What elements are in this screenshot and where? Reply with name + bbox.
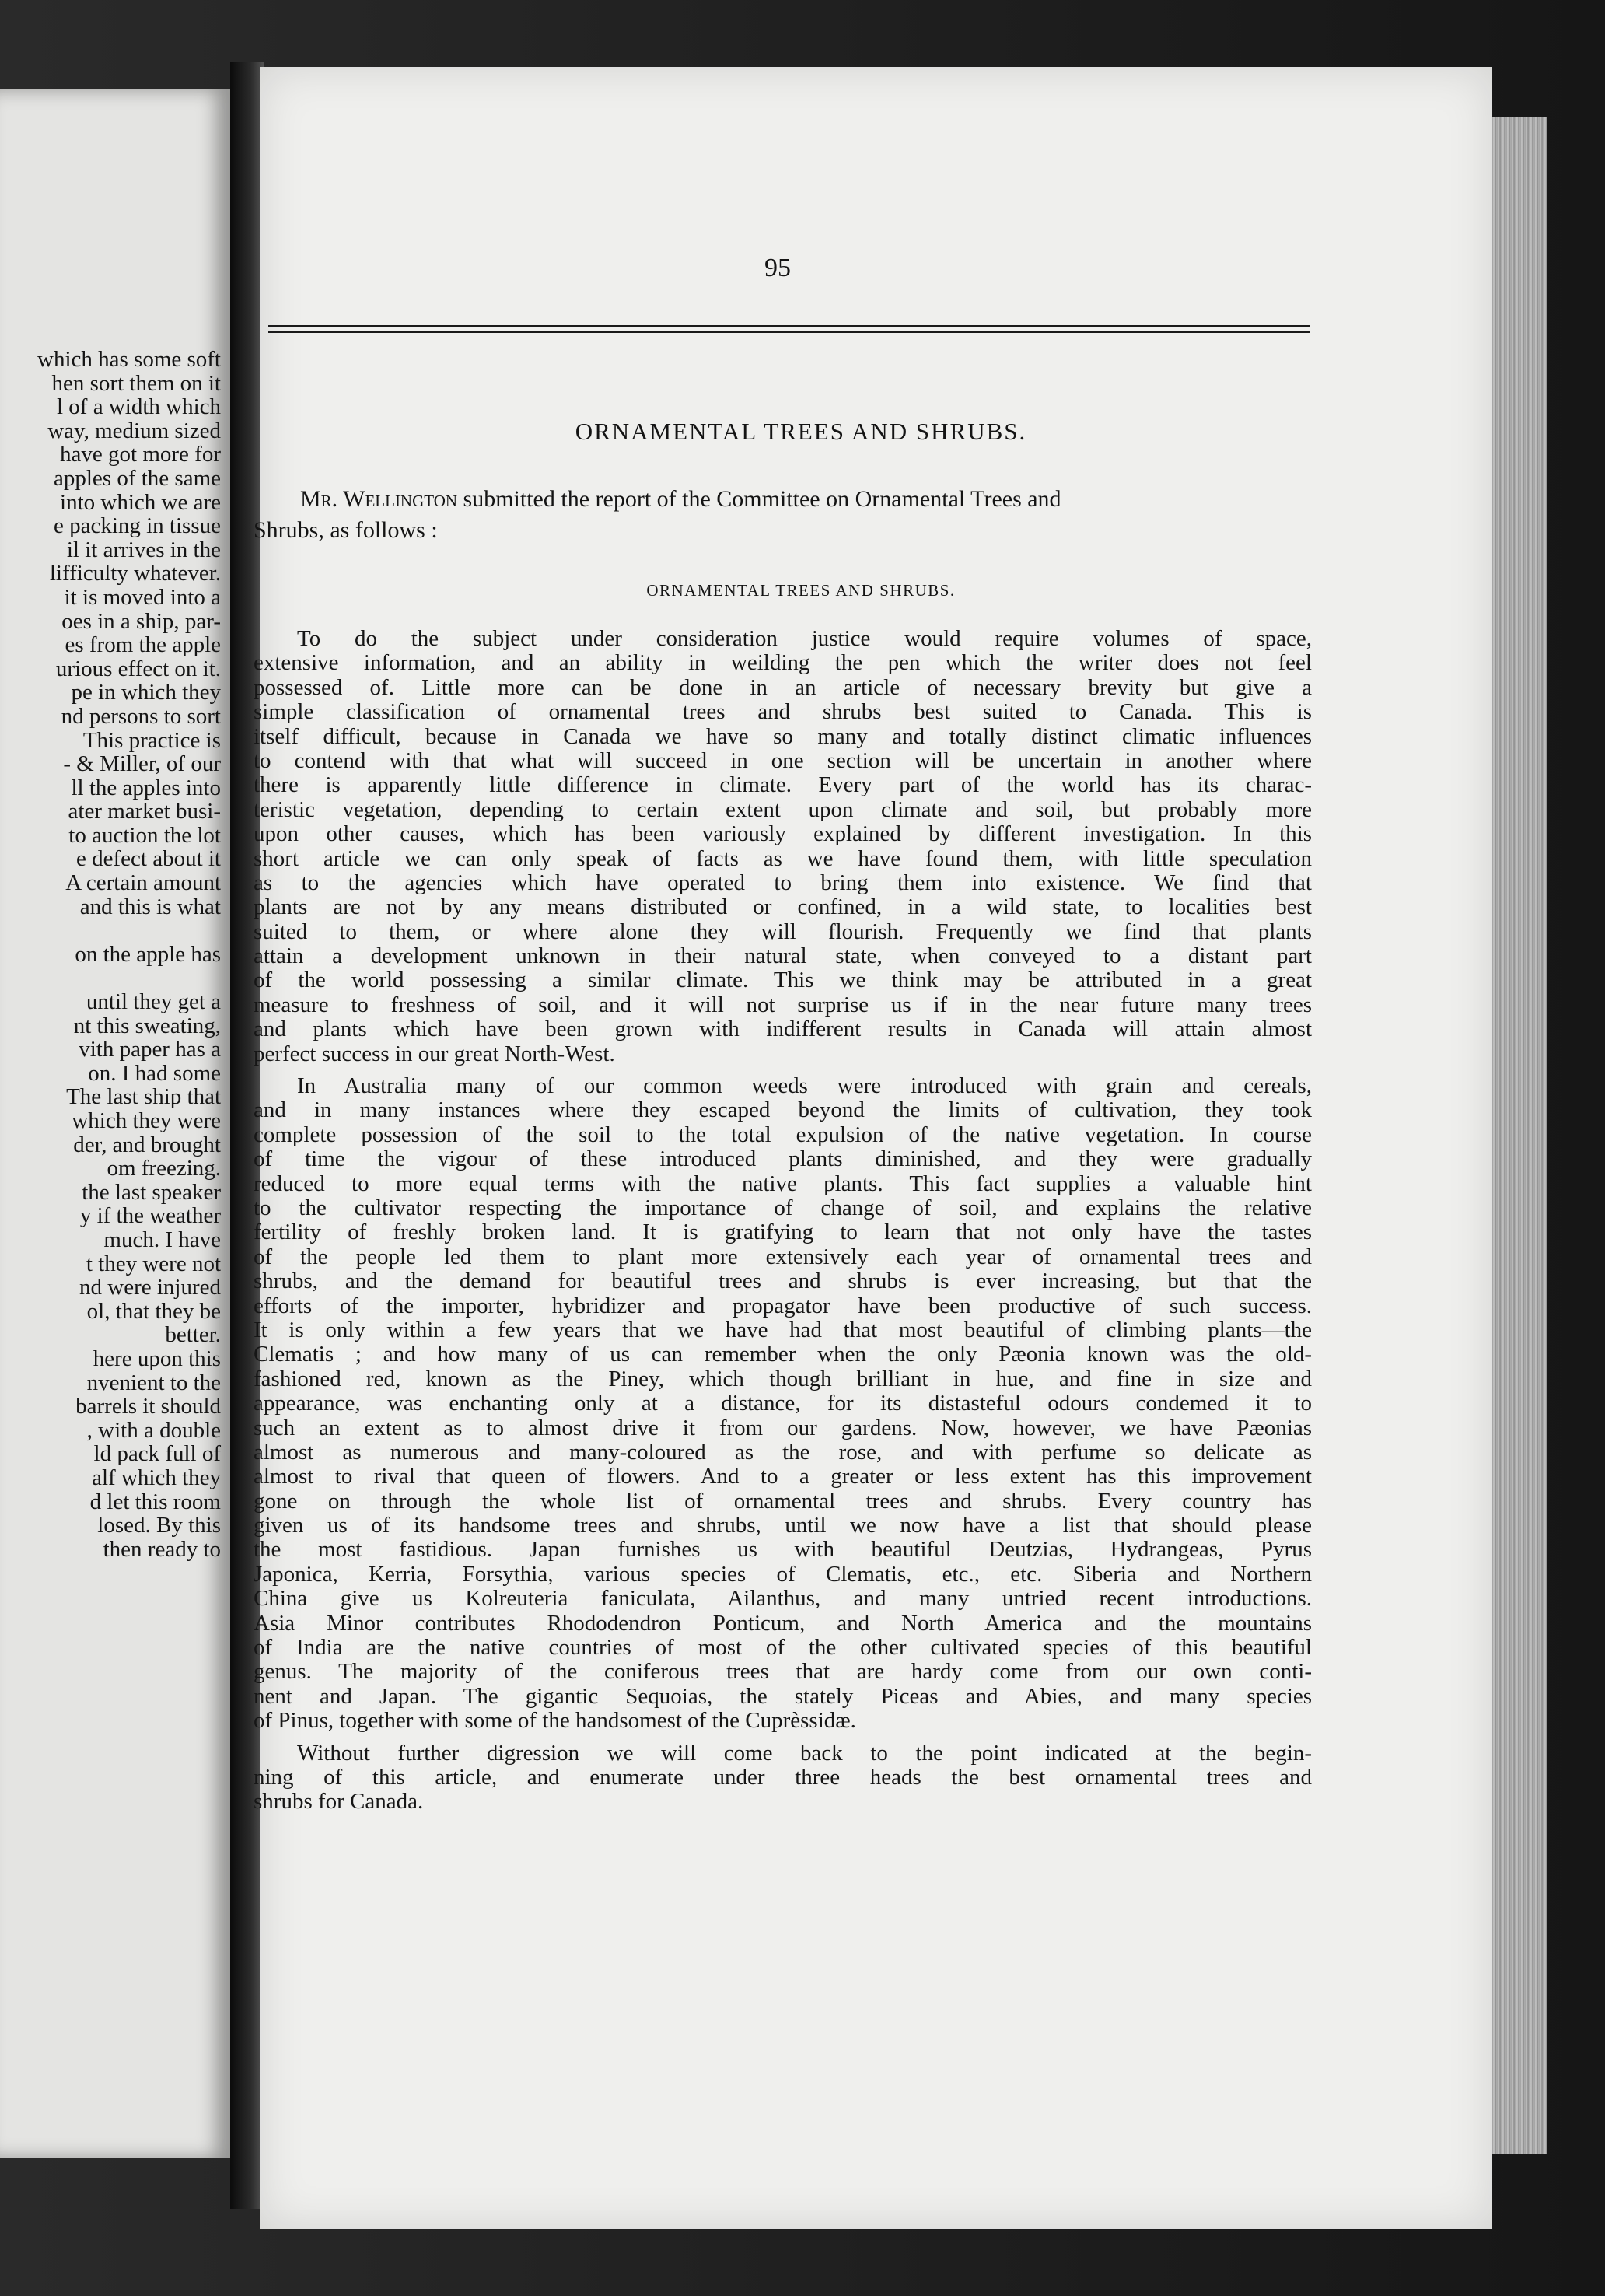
left-page-line: A certain amount <box>65 870 221 896</box>
page-number: 95 <box>764 254 791 282</box>
left-page-line: ld pack full of <box>93 1441 221 1467</box>
text-line: attain a development unknown in their natural state, when conveyed to a distant part <box>254 943 1312 969</box>
text-line: complete possession of the soil to the total expulsion of the native vegetation. In course <box>254 1122 1312 1147</box>
text-line: suited to them, or where alone they will flourish. Frequently we find that plants <box>254 919 1312 944</box>
text-line: gone on through the whole list of ornamental trees and shrubs. Every country has <box>254 1488 1312 1514</box>
text-line: nent and Japan. The gigantic Sequoias, the stately Piceas and Abies, and many species <box>254 1683 1312 1709</box>
left-page-line: der, and brought <box>73 1132 221 1157</box>
left-page-line: hen sort them on it <box>51 370 221 396</box>
report-body <box>254 627 1312 1815</box>
text-line: upon other causes, which has been variously explained by different investigation. In this <box>254 821 1312 847</box>
speaker-name: Mr. Wellington <box>300 486 458 512</box>
paragraph <box>254 1074 1312 1734</box>
text-line: appearance, was enchanting only at a distance, for its distasteful odours condemed it to <box>254 1391 1312 1416</box>
left-page-line: il it arrives in the <box>66 537 221 562</box>
text-line: ning of this article, and enumerate under three heads the best ornamental trees and <box>254 1764 1312 1790</box>
text-line: possessed of. Little more can be done in an article of necessary brevity but give a <box>254 674 1312 700</box>
text-line: It is only within a few years that we have had that most beautiful of climbing plants—the <box>254 1317 1312 1342</box>
left-page-line: y if the weather <box>79 1203 221 1229</box>
text-line: extensive information, and an ability in weilding the pen which the writer does not feel <box>254 650 1312 676</box>
left-page-line: then ready to <box>103 1536 221 1562</box>
left-page-line: until they get a <box>86 989 221 1015</box>
left-page-line: alf which they <box>92 1465 221 1490</box>
left-page-line: lifficulty whatever. <box>49 561 221 586</box>
text-line: simple classification of ornamental trees and shrubs best suited to Canada. This is <box>254 699 1312 725</box>
left-page-line: t they were not <box>86 1251 221 1276</box>
left-page-line: and this is what <box>79 894 221 919</box>
text-line: measure to freshness of soil, and it will not surprise us if in the near future many trees <box>254 992 1312 1017</box>
left-page-line: on. I had some <box>88 1060 221 1086</box>
left-page-line: oes in a ship, par- <box>61 608 221 634</box>
text-line: as to the agencies which have operated to bring them into existence. We find that <box>254 870 1312 895</box>
text-line: almost to rival that queen of flowers. And to a greater or less extent has this improvement <box>254 1464 1312 1489</box>
left-page-text <box>0 348 221 1561</box>
left-page-line: om freezing. <box>107 1156 221 1181</box>
text-line: there is apparently little difference in climate. Every part of the world has its charac- <box>254 772 1312 798</box>
left-page-line: nd were injured <box>79 1275 221 1300</box>
left-page-line: which has some soft <box>37 347 221 372</box>
left-facing-page <box>0 89 230 2158</box>
left-page-line: l of a width which <box>56 394 221 420</box>
text-line: to contend with that what will succeed in one section will be uncertain in another where <box>254 747 1312 773</box>
intro-text: submitted the report of the Committee on Ornamental Trees and <box>457 486 1061 512</box>
text-line: Without further digression we will come back to the point indicated at the begin- <box>297 1740 1312 1766</box>
text-line: Japonica, Kerria, Forsythia, various species of Clematis, etc., etc. Siberia and Northern <box>254 1561 1312 1587</box>
text-line: fertility of freshly broken land. It is gratifying to learn that not only have the tastes <box>254 1220 1312 1245</box>
left-page-line: ol, that they be <box>86 1298 221 1324</box>
left-page-line: e packing in tissue <box>53 513 221 539</box>
text-line: itself difficult, because in Canada we have so many and totally distinct climatic influences <box>254 723 1312 749</box>
header-rule-thick <box>268 325 1310 327</box>
left-page-line: ater market busi- <box>68 799 221 824</box>
text-line: shrubs for Canada. <box>254 1789 424 1815</box>
left-page-line: nd persons to sort <box>61 703 221 729</box>
text-line: Clematis ; and how many of us can remember when the only Pæonia known was the old- <box>254 1342 1312 1367</box>
left-page-line <box>0 919 221 943</box>
left-page-line: much. I have <box>103 1227 221 1252</box>
left-page-line: This practice is <box>82 727 221 753</box>
header-rule-thin <box>268 331 1310 333</box>
left-page-line: nt this sweating, <box>73 1013 221 1038</box>
text-line: reduced to more equal terms with the native plants. This fact supplies a valuable hint <box>254 1171 1312 1196</box>
intro-line-1 <box>254 484 1311 515</box>
text-line: China give us Kolreuteria faniculata, Ailanthus, and many untried recent introductions. <box>254 1586 1312 1612</box>
text-line: and plants which have been grown with indifferent results in Canada will attain almost <box>254 1017 1312 1042</box>
left-page-line: - & Miller, of our <box>63 751 221 777</box>
left-page-line: here upon this <box>93 1346 221 1371</box>
text-line: and in many instances where they escaped beyond the limits of cultivation, they took <box>254 1097 1312 1123</box>
text-line: of the people led them to plant more extensively each year of ornamental trees and <box>254 1244 1312 1269</box>
paragraph <box>254 627 1312 1066</box>
left-page-line: it is moved into a <box>64 584 221 610</box>
left-page-line: losed. By this <box>97 1513 221 1538</box>
text-line: perfect success in our great North-West. <box>254 1041 615 1066</box>
left-page-line: to auction the lot <box>68 822 221 848</box>
intro-paragraph <box>254 484 1311 546</box>
text-line: short article we can only speak of facts as we have found them, with little speculation <box>254 845 1312 871</box>
text-line: such an extent as to almost drive it from our gardens. Now, however, we have Pæonias <box>254 1415 1312 1440</box>
left-page-line: , with a double <box>86 1417 221 1443</box>
left-page-line: urious effect on it. <box>55 656 221 681</box>
text-line: of India are the native countries of most of the other cultivated species of this beautiful <box>254 1635 1312 1661</box>
left-page-line: e defect about it <box>76 846 221 872</box>
left-page-line <box>0 966 221 990</box>
text-line: Asia Minor contributes Rhododendron Ponticum, and North America and the mountains <box>254 1610 1312 1636</box>
text-line: teristic vegetation, depending to certain extent upon climate and soil, but probably more <box>254 796 1312 822</box>
left-page-line: apples of the same <box>53 465 221 491</box>
left-page-line: into which we are <box>60 489 221 515</box>
paragraph <box>254 1741 1312 1815</box>
text-line: fashioned red, known as the Piney, which though brilliant in hue, and fine in size and <box>254 1366 1312 1391</box>
text-line: of the world possessing a similar climate. This we think may be attributed in a great <box>254 968 1312 993</box>
left-page-line: pe in which they <box>71 680 221 705</box>
left-page-line: vith paper has a <box>79 1037 221 1062</box>
left-page-line: The last ship that <box>66 1084 221 1110</box>
text-line: plants are not by any means distributed or confined, in a wild state, to localities best <box>254 894 1312 920</box>
left-page-line: barrels it should <box>75 1394 221 1419</box>
text-line: almost as numerous and many-coloured as the rose, and with perfume so delicate as <box>254 1439 1312 1465</box>
left-page-line: on the apple has <box>75 941 221 967</box>
left-page-line: es from the apple <box>65 632 221 658</box>
text-line: efforts of the importer, hybridizer and propagator have been productive of such success. <box>254 1293 1312 1318</box>
text-line: of Pinus, together with some of the handsomest of the Cuprèssidæ. <box>254 1708 856 1734</box>
left-page-line: d let this room <box>89 1489 221 1514</box>
left-page-line: ll the apples into <box>71 775 221 800</box>
left-page-line: which they were <box>72 1108 221 1133</box>
text-line: In Australia many of our common weeds were introduced with grain and cereals, <box>297 1073 1312 1099</box>
text-line: the most fastidious. Japan furnishes us with beautiful Deutzias, Hydrangeas, Pyrus <box>254 1537 1312 1563</box>
intro-line-2: Shrubs, as follows : <box>254 517 438 543</box>
section-heading: ORNAMENTAL TREES AND SHRUBS. <box>575 418 1027 445</box>
report-heading: ORNAMENTAL TREES AND SHRUBS. <box>646 581 956 600</box>
text-line: to the cultivator respecting the importance of change of soil, and explains the relative <box>254 1195 1312 1220</box>
text-line: of time the vigour of these introduced plants diminished, and they were gradually <box>254 1146 1312 1172</box>
left-page-line: way, medium sized <box>47 418 221 443</box>
text-line: shrubs, and the demand for beautiful trees and shrubs is ever increasing, but that the <box>254 1269 1312 1294</box>
text-line: To do the subject under consideration justice would require volumes of space, <box>297 626 1312 651</box>
text-line: given us of its handsome trees and shrubs, until we now have a list that should please <box>254 1513 1312 1538</box>
left-page-line: better. <box>165 1322 221 1348</box>
left-page-line: nvenient to the <box>86 1370 221 1395</box>
left-page-line: the last speaker <box>82 1179 221 1205</box>
text-line: genus. The majority of the coniferous trees that are hardy come from our own conti- <box>254 1659 1312 1685</box>
left-page-line: have got more for <box>60 442 221 467</box>
